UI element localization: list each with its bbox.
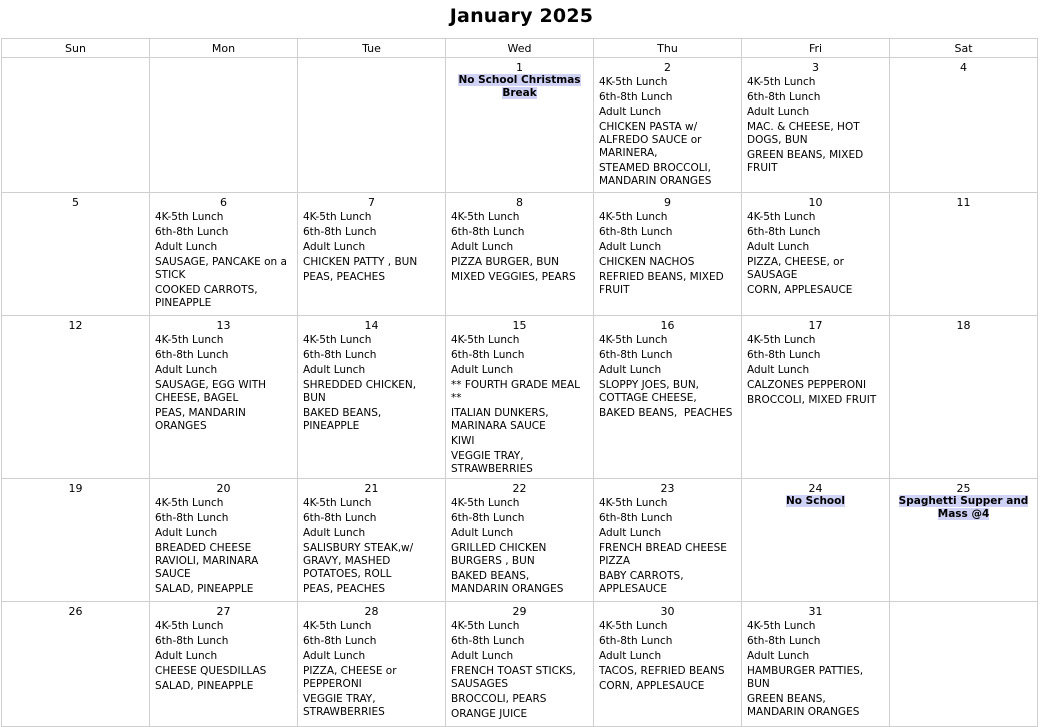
menu-list [594, 332, 741, 420]
lunch-group-label: Adult Lunch [155, 241, 218, 253]
day-cell[interactable] [890, 316, 1038, 479]
day-cell[interactable] [446, 58, 594, 193]
menu-list [446, 618, 593, 721]
lunch-group-label: 6th-8th Lunch [451, 635, 525, 647]
menu-list [594, 495, 741, 596]
day-cell[interactable] [298, 58, 446, 193]
week-row [2, 193, 1038, 316]
lunch-group-label: 6th-8th Lunch [599, 635, 673, 647]
lunch-group-label: Adult Lunch [599, 106, 662, 118]
lunch-group-label: 4K-5th Lunch [303, 620, 372, 632]
day-cell[interactable] [594, 602, 742, 727]
lunch-group-label: 6th-8th Lunch [599, 226, 673, 238]
day-cell[interactable] [742, 193, 890, 316]
weekday-header: Thu [594, 39, 742, 58]
lunch-group-label: 6th-8th Lunch [747, 226, 821, 238]
lunch-group-label: Adult Lunch [451, 364, 514, 376]
weekday-header: Wed [446, 39, 594, 58]
day-number: 15 [512, 319, 527, 332]
menu-item: MAC. & CHEESE, HOT DOGS, BUN [747, 121, 863, 146]
day-cell[interactable] [594, 58, 742, 193]
day-number: 29 [512, 605, 527, 618]
menu-item: MIXED VEGGIES, PEARS [451, 271, 576, 283]
day-event-note-text: Spaghetti Supper and Mass @4 [898, 495, 1029, 520]
lunch-group-label: Adult Lunch [599, 364, 662, 376]
menu-item: FRENCH BREAD CHEESE PIZZA [599, 542, 731, 567]
day-number: 31 [808, 605, 823, 618]
day-number: 24 [808, 482, 823, 495]
menu-list [594, 209, 741, 297]
lunch-group-label: 6th-8th Lunch [303, 635, 377, 647]
menu-item: GRILLED CHICKEN BURGERS , BUN [451, 542, 550, 567]
day-number: 10 [808, 196, 823, 209]
day-number: 2 [664, 61, 671, 74]
menu-item: PEAS, MANDARIN ORANGES [155, 407, 250, 432]
day-number: 16 [660, 319, 675, 332]
menu-list [298, 332, 445, 433]
day-number: 22 [512, 482, 527, 495]
menu-item: KIWI [451, 435, 475, 447]
menu-item: CHICKEN PATTY , BUN [303, 256, 418, 268]
day-number: 25 [956, 482, 971, 495]
lunch-group-label: 4K-5th Lunch [747, 620, 816, 632]
menu-item: SALISBURY STEAK,w/ GRAVY, MASHED POTATOES, ROLL [303, 542, 417, 580]
menu-item: SAUSAGE, PANCAKE on a STICK [155, 256, 291, 281]
menu-list [446, 332, 593, 476]
lunch-group-label: 6th-8th Lunch [155, 226, 229, 238]
day-number: 14 [364, 319, 379, 332]
menu-item: CHICKEN PASTA w/ ALFREDO SAUCE or MARINERA, [599, 121, 705, 159]
day-event-note [890, 495, 1037, 521]
day-number: 5 [72, 196, 79, 209]
menu-item: CHICKEN NACHOS [599, 256, 695, 268]
menu-item: PIZZA, CHEESE, or SAUSAGE [747, 256, 848, 281]
menu-item: ORANGE JUICE [451, 708, 528, 720]
lunch-group-label: 6th-8th Lunch [451, 349, 525, 361]
day-cell[interactable] [742, 479, 890, 602]
menu-item: PIZZA, CHEESE or PEPPERONI [303, 665, 400, 690]
day-number: 28 [364, 605, 379, 618]
menu-item: BROCCOLI, PEARS [451, 693, 547, 705]
lunch-group-label: 6th-8th Lunch [599, 349, 673, 361]
menu-item: CORN, APPLESAUCE [599, 680, 705, 692]
week-row [2, 58, 1038, 193]
day-cell[interactable] [890, 193, 1038, 316]
lunch-group-label: Adult Lunch [747, 241, 810, 253]
day-cell[interactable] [890, 58, 1038, 193]
day-number: 4 [960, 61, 967, 74]
menu-item: SLOPPY JOES, BUN, COTTAGE CHEESE, [599, 379, 703, 404]
calendar-grid [1, 38, 1038, 727]
lunch-group-label: Adult Lunch [155, 650, 218, 662]
day-event-note-text: No School Christmas Break [458, 74, 581, 99]
lunch-group-label: 6th-8th Lunch [155, 512, 229, 524]
day-number: 3 [812, 61, 819, 74]
menu-list [298, 495, 445, 596]
lunch-group-label: 4K-5th Lunch [451, 620, 520, 632]
lunch-group-label: 6th-8th Lunch [303, 512, 377, 524]
lunch-group-label: 4K-5th Lunch [303, 497, 372, 509]
lunch-group-label: 4K-5th Lunch [747, 76, 816, 88]
menu-item: SHREDDED CHICKEN, BUN [303, 379, 420, 404]
lunch-group-label: 4K-5th Lunch [155, 334, 224, 346]
day-cell[interactable] [742, 58, 890, 193]
day-cell[interactable] [298, 193, 446, 316]
menu-item: CHEESE QUESDILLAS [155, 665, 267, 677]
lunch-group-label: 4K-5th Lunch [155, 497, 224, 509]
day-number: 20 [216, 482, 231, 495]
day-cell[interactable] [594, 316, 742, 479]
lunch-group-label: Adult Lunch [599, 241, 662, 253]
day-cell[interactable] [150, 602, 298, 727]
lunch-group-label: Adult Lunch [155, 364, 218, 376]
lunch-group-label: Adult Lunch [451, 650, 514, 662]
weekday-header: Fri [742, 39, 890, 58]
day-number: 30 [660, 605, 675, 618]
day-cell[interactable] [742, 316, 890, 479]
weekday-header: Mon [150, 39, 298, 58]
menu-item: SALAD, PINEAPPLE [155, 680, 254, 692]
menu-item: PEAS, PEACHES [303, 583, 385, 595]
day-number: 19 [68, 482, 83, 495]
lunch-group-label: 4K-5th Lunch [451, 334, 520, 346]
menu-item: COOKED CARROTS, PINEAPPLE [155, 284, 261, 309]
menu-item: GREEN BEANS, MIXED FRUIT [747, 149, 867, 174]
week-row [2, 479, 1038, 602]
day-cell[interactable] [890, 479, 1038, 602]
menu-list [742, 74, 889, 175]
lunch-group-label: 6th-8th Lunch [451, 512, 525, 524]
lunch-group-label: 6th-8th Lunch [599, 512, 673, 524]
lunch-group-label: 4K-5th Lunch [747, 334, 816, 346]
day-cell[interactable] [742, 602, 890, 727]
day-number: 27 [216, 605, 231, 618]
lunch-group-label: Adult Lunch [747, 106, 810, 118]
menu-list [742, 209, 889, 297]
menu-list [150, 495, 297, 596]
day-number: 26 [68, 605, 83, 618]
menu-list [594, 74, 741, 188]
lunch-group-label: 4K-5th Lunch [155, 620, 224, 632]
day-cell[interactable] [150, 316, 298, 479]
day-cell[interactable] [594, 479, 742, 602]
weekday-header: Sat [890, 39, 1038, 58]
lunch-group-label: 4K-5th Lunch [747, 211, 816, 223]
menu-item: SAUSAGE, EGG WITH CHEESE, BAGEL [155, 379, 270, 404]
day-cell[interactable] [298, 479, 446, 602]
menu-list [742, 332, 889, 407]
lunch-group-label: 4K-5th Lunch [155, 211, 224, 223]
menu-item: PEAS, PEACHES [303, 271, 385, 283]
menu-item: BAKED BEANS, PEACHES [599, 407, 733, 419]
lunch-group-label: 4K-5th Lunch [599, 497, 668, 509]
lunch-group-label: 6th-8th Lunch [747, 349, 821, 361]
menu-item: FRENCH TOAST STICKS, SAUSAGES [451, 665, 580, 690]
day-event-note [446, 74, 593, 100]
day-number: 18 [956, 319, 971, 332]
menu-item: VEGGIE TRAY, STRAWBERRIES [303, 693, 385, 718]
day-number: 8 [516, 196, 523, 209]
menu-item: BROCCOLI, MIXED FRUIT [747, 394, 877, 406]
menu-item: GREEN BEANS, MANDARIN ORANGES [747, 693, 860, 718]
day-cell[interactable] [446, 193, 594, 316]
menu-item: VEGGIE TRAY, STRAWBERRIES [451, 450, 533, 475]
day-cell[interactable] [298, 602, 446, 727]
lunch-group-label: 4K-5th Lunch [599, 334, 668, 346]
week-row [2, 316, 1038, 479]
lunch-group-label: 4K-5th Lunch [303, 334, 372, 346]
day-cell[interactable] [2, 316, 150, 479]
day-event-note-text: No School [786, 495, 845, 507]
lunch-group-label: Adult Lunch [747, 364, 810, 376]
day-number: 9 [664, 196, 671, 209]
menu-item: BABY CARROTS, APPLESAUCE [599, 570, 687, 595]
lunch-group-label: 6th-8th Lunch [451, 226, 525, 238]
day-cell[interactable] [2, 58, 150, 193]
menu-item: TACOS, REFRIED BEANS [599, 665, 725, 677]
menu-item: CALZONES PEPPERONI [747, 379, 867, 391]
menu-item: BAKED BEANS, MANDARIN ORANGES [451, 570, 564, 595]
lunch-group-label: Adult Lunch [155, 527, 218, 539]
day-cell[interactable] [150, 479, 298, 602]
day-number: 7 [368, 196, 375, 209]
lunch-group-label: 4K-5th Lunch [599, 211, 668, 223]
lunch-group-label: 4K-5th Lunch [451, 497, 520, 509]
day-number: 21 [364, 482, 379, 495]
lunch-group-label: 4K-5th Lunch [599, 76, 668, 88]
menu-list [298, 618, 445, 719]
lunch-group-label: Adult Lunch [451, 241, 514, 253]
lunch-group-label: Adult Lunch [599, 650, 662, 662]
lunch-group-label: Adult Lunch [303, 650, 366, 662]
menu-item: ITALIAN DUNKERS, MARINARA SAUCE [451, 407, 552, 432]
lunch-group-label: Adult Lunch [599, 527, 662, 539]
lunch-group-label: 4K-5th Lunch [451, 211, 520, 223]
lunch-group-label: 6th-8th Lunch [303, 226, 377, 238]
lunch-group-label: 6th-8th Lunch [747, 91, 821, 103]
menu-item: ** FOURTH GRADE MEAL ** [451, 379, 584, 404]
menu-list [742, 618, 889, 719]
day-number: 6 [220, 196, 227, 209]
lunch-group-label: 6th-8th Lunch [155, 349, 229, 361]
lunch-group-label: 4K-5th Lunch [303, 211, 372, 223]
menu-item: BREADED CHEESE RAVIOLI, MARINARA SAUCE [155, 542, 262, 580]
day-event-note [742, 495, 889, 508]
day-cell[interactable] [298, 316, 446, 479]
day-number: 11 [956, 196, 971, 209]
page-title: January 2025 [449, 5, 594, 27]
menu-item: STEAMED BROCCOLI, MANDARIN ORANGES [599, 162, 715, 187]
menu-list [298, 209, 445, 284]
day-cell[interactable] [446, 316, 594, 479]
menu-list [594, 618, 741, 693]
weekday-header-row [2, 39, 1038, 58]
weekday-header: Sun [2, 39, 150, 58]
day-cell[interactable] [890, 602, 1038, 727]
lunch-group-label: 4K-5th Lunch [599, 620, 668, 632]
weekday-header: Tue [298, 39, 446, 58]
menu-list [446, 209, 593, 284]
day-cell[interactable] [446, 479, 594, 602]
day-number: 12 [68, 319, 83, 332]
day-cell[interactable] [2, 479, 150, 602]
day-cell[interactable] [2, 602, 150, 727]
lunch-group-label: 6th-8th Lunch [747, 635, 821, 647]
menu-item: SALAD, PINEAPPLE [155, 583, 254, 595]
lunch-group-label: 6th-8th Lunch [155, 635, 229, 647]
menu-list [150, 209, 297, 310]
day-number: 1 [516, 61, 523, 74]
menu-item: CORN, APPLESAUCE [747, 284, 853, 296]
lunch-group-label: Adult Lunch [303, 527, 366, 539]
lunch-group-label: 6th-8th Lunch [599, 91, 673, 103]
menu-item: PIZZA BURGER, BUN [451, 256, 560, 268]
menu-list [150, 618, 297, 693]
day-number: 23 [660, 482, 675, 495]
lunch-group-label: Adult Lunch [451, 527, 514, 539]
day-cell[interactable] [594, 193, 742, 316]
menu-item: BAKED BEANS, PINEAPPLE [303, 407, 385, 432]
menu-item: HAMBURGER PATTIES, BUN [747, 665, 867, 690]
lunch-group-label: Adult Lunch [747, 650, 810, 662]
day-cell[interactable] [150, 58, 298, 193]
week-row [2, 602, 1038, 727]
menu-list [446, 495, 593, 596]
day-number: 13 [216, 319, 231, 332]
day-cell[interactable] [150, 193, 298, 316]
lunch-group-label: Adult Lunch [303, 241, 366, 253]
lunch-group-label: 6th-8th Lunch [303, 349, 377, 361]
day-number: 17 [808, 319, 823, 332]
day-cell[interactable] [446, 602, 594, 727]
day-cell[interactable] [2, 193, 150, 316]
lunch-group-label: Adult Lunch [303, 364, 366, 376]
menu-list [150, 332, 297, 433]
menu-item: REFRIED BEANS, MIXED FRUIT [599, 271, 728, 296]
